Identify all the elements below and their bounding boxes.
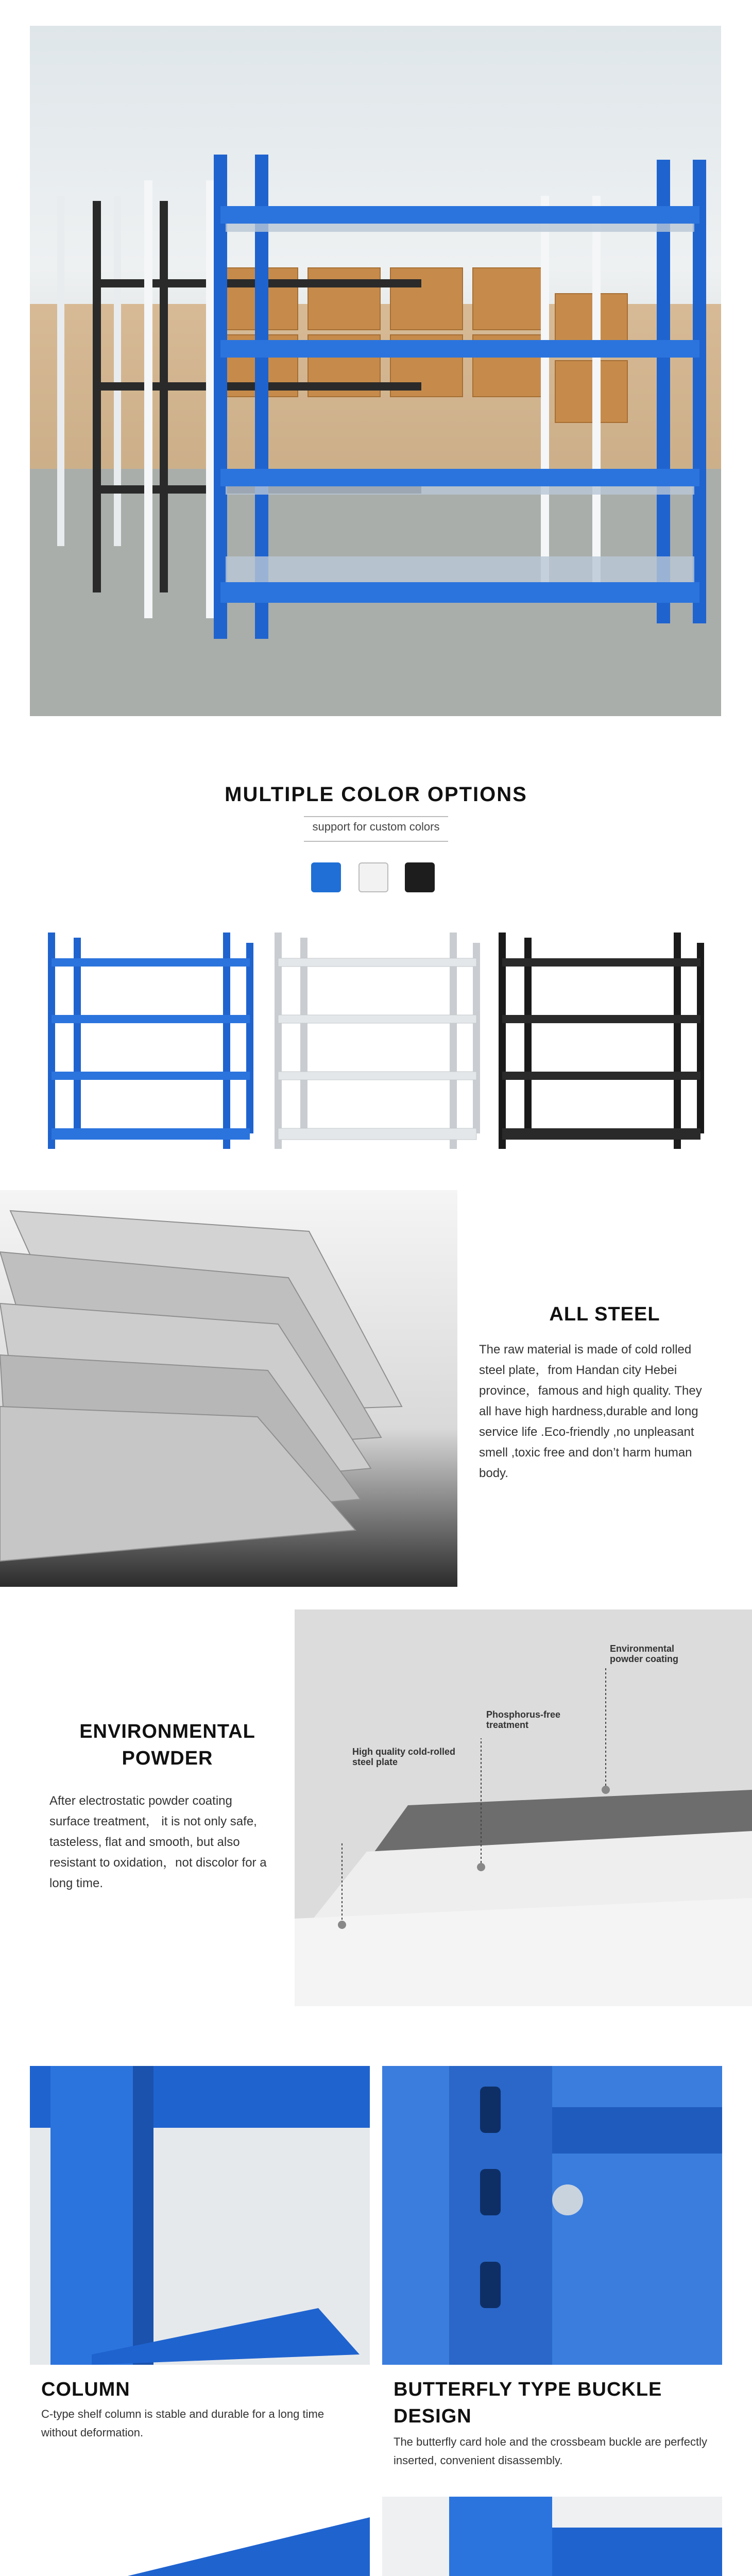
hero-shelves-illustration [30, 26, 721, 716]
butterfly-text: The butterfly card hole and the crossbeam buckle are perfectly inserted, convenient disassembly. [394, 2435, 707, 2467]
all-steel-title: ALL STEEL [549, 1303, 660, 1325]
weld-strip-image [382, 2497, 722, 2576]
swatch-black[interactable] [405, 862, 435, 892]
environmental-title-line2: POWDER [122, 1748, 213, 1769]
column-title: COLUMN [41, 2379, 130, 2400]
column-image [30, 2066, 370, 2365]
color-section-subtitle: support for custom colors [312, 820, 440, 833]
color-section-title: MULTIPLE COLOR OPTIONS [225, 783, 527, 806]
shelf-blue-image [46, 927, 258, 1154]
swatch-white[interactable] [358, 862, 388, 892]
butterfly-buckle-image [382, 2066, 722, 2365]
shelf-black-image [497, 927, 708, 1154]
title-divider-bottom [304, 841, 448, 842]
shelf-white-image [273, 927, 484, 1154]
column-text: C-type shelf column is stable and durable for a long time without deformation. [41, 2408, 324, 2439]
partition-image [30, 2497, 370, 2576]
environmental-title-line1: ENVIRONMENTAL [79, 1721, 255, 1742]
steel-plates-image [0, 1190, 457, 1587]
coating-layers-image [295, 1609, 752, 2006]
layer-label-bottom: High quality cold-rolled steel plate [352, 1747, 456, 1767]
environmental-text: After electrostatic powder coating surface treatment， it is not only safe, tasteless, flat and smooth, but also resistant to oxidation，not discolor for a long time. [49, 1794, 267, 1890]
hero-image [30, 26, 721, 716]
all-steel-text: The raw material is made of cold rolled steel plate，from Handan city Hebei province，famous and high quality. They all have high hardness,durable and long service life .Eco-friendly ,no unpleasant smell ,toxic free and don’t harm human body. [479, 1343, 702, 1480]
layer-label-top: Environmental powder coating [610, 1643, 679, 1664]
layer-label-middle: Phosphorus-free treatment [486, 1709, 561, 1730]
title-divider [304, 816, 448, 817]
butterfly-title: BUTTERFLY TYPE BUCKLE DESIGN [394, 2379, 662, 2427]
swatch-blue[interactable] [311, 862, 341, 892]
